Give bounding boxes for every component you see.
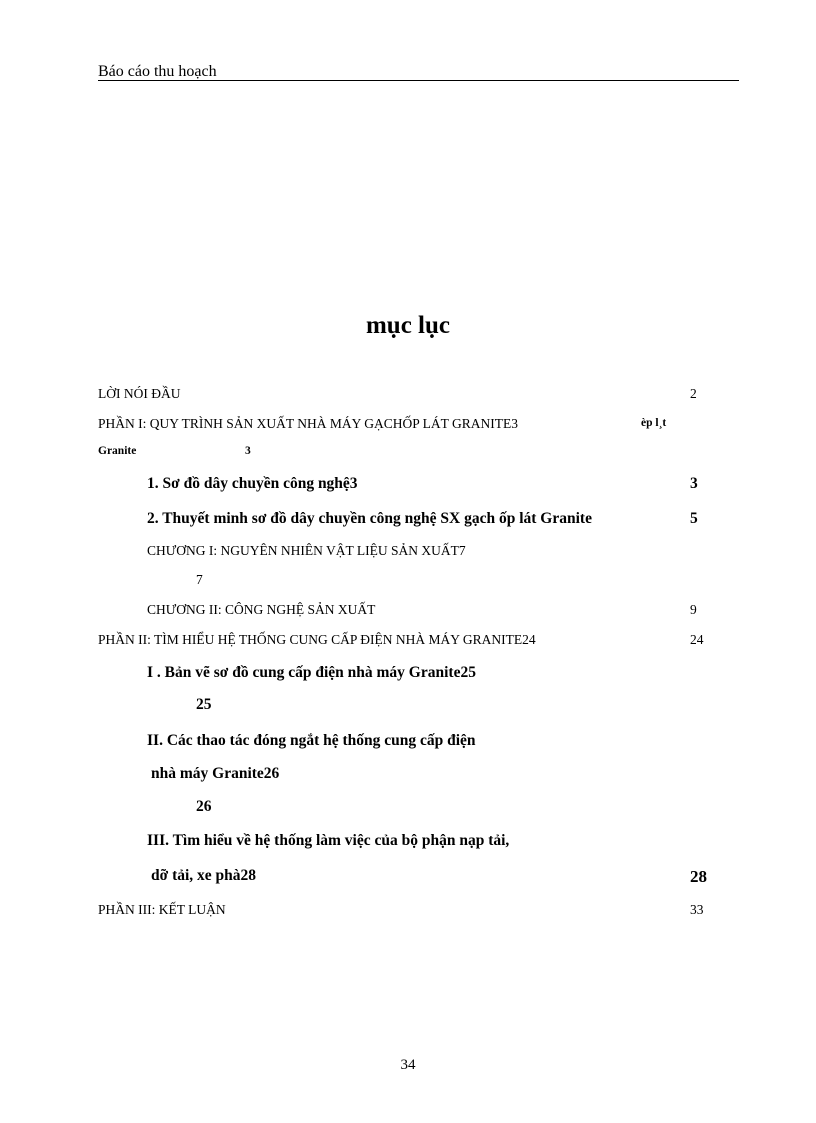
toc-entry-text: PHẦN I: QUY TRÌNH SẢN XUẤT NHÀ MÁY GẠCHỐP LÁT GRANITE3 — [98, 416, 519, 431]
toc-entry-text: CHƯƠNG II: CÔNG NGHỆ SẢN XUẤT — [147, 602, 376, 617]
toc-entry-text: III. Tìm hiểu về hệ thống làm việc của bộ phận nạp tải, — [147, 832, 510, 849]
toc-entry-page: 26 — [196, 798, 212, 815]
toc-entry-text: 1. Sơ đồ dây chuyền công nghệ3 — [147, 475, 358, 492]
toc-entry-continuation: Granite — [98, 445, 137, 457]
toc-entry-text: 2. Thuyết minh sơ đồ dây chuyền công nghệ SX gạch ốp lát Granite — [147, 510, 592, 527]
toc-entry-page: 5 — [690, 510, 698, 527]
toc-entry-page: 24 — [690, 632, 704, 647]
header-rule — [98, 80, 739, 81]
toc-entry-text: II. Các thao tác đóng ngắt hệ thống cung cấp điện — [147, 732, 476, 749]
toc-entry-page: 7 — [196, 572, 203, 587]
toc-entry-text: PHẦN II: TÌM HIỂU HỆ THỐNG CUNG CẤP ĐIỆN NHÀ MÁY GRANITE24 — [98, 632, 536, 647]
toc-entry-text: PHẦN III: KẾT LUẬN — [98, 902, 226, 917]
toc-entry-extra: èp l¸t — [641, 417, 667, 429]
toc-entry-page: 28 — [690, 867, 707, 886]
toc-entry-continuation: nhà máy Granite26 — [151, 765, 280, 782]
toc-entry-text: I . Bản vẽ sơ đồ cung cấp điện nhà máy Granite25 — [147, 664, 476, 681]
page-number: 34 — [400, 1057, 416, 1073]
toc-entry-page: 3 — [690, 475, 698, 492]
toc-title: mục lục — [365, 312, 451, 339]
toc-entry-continuation: dỡ tải, xe phà28 — [151, 867, 257, 884]
toc-entry-text: LỜI NÓI ĐẦU — [98, 386, 181, 401]
toc-entry-page: 2 — [690, 386, 697, 401]
page-header-title: Báo cáo thu hoạch — [98, 63, 217, 80]
toc-entry-page: 33 — [690, 902, 704, 917]
toc-entry-page: 9 — [690, 602, 697, 617]
toc-entry-page: 25 — [196, 696, 212, 713]
toc-entry-page: 3 — [245, 445, 251, 457]
toc-entry-text: CHƯƠNG I: NGUYÊN NHIÊN VẬT LIỆU SẢN XUẤT7 — [147, 543, 466, 558]
